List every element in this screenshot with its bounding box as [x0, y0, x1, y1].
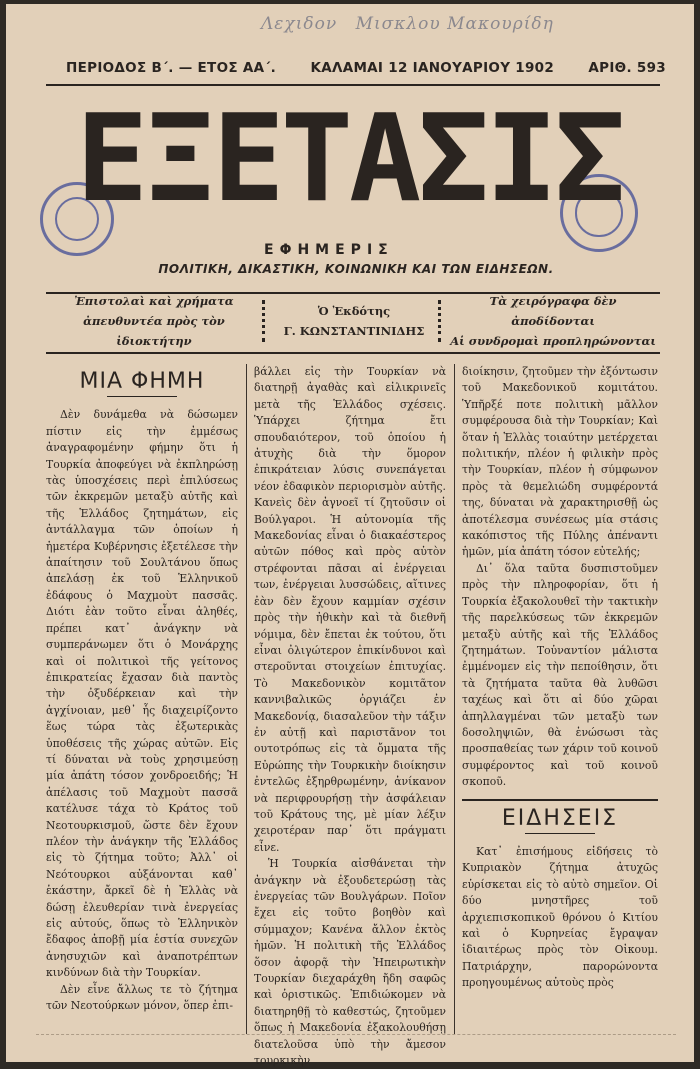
article-paragraph: βάλλει εἰς τὴν Τουρκίαν νὰ διατηρῇ ἀγαθὰς καὶ εἰλικρινεῖς μετὰ τῆς Ἑλλάδος σχέσεις. Ὑπάρχει ζήτημα ἔτι σπουδαιότερον, τοῦ ὁποίου ἡ ἀτυχὴς διὰ τὴν ὅμορον ἐπικράτειαν λύσις συνεπάγεται νέον ἐδαφικὸν περιορισμὸν αὐτῆς. Κανεὶς δὲν ἀγνοεῖ τί ζητοῦσιν οἱ Βούλγαροι. Ἡ αὐτονομία τῆς Μακεδονίας εἶναι ὁ διακαέστερος αὐτῶν πόθος καὶ πρὸς αὐτὸν στρέφονται πᾶσαι αἱ ἐνέργειαι των, ἐνέργειαι λυσσώδεις, αἵτινες ἐὰν δὲν ἔχουν καμμίαν σχέσιν πρὸς τὴν ἠθικὴν καὶ τὰ διεθνῆ νόμιμα, δὲν ἔπεται ἐκ τούτου, ὅτι εἶναι ὀλιγώτερον ἐπικίνδυνοι καὶ στεροῦνται στοιχείων ἐπιτυχίας. Τὸ Μακεδονικὸν κομιτᾶτον καννιβαλικῶς ὀργιάζει ἐν Μακεδονίᾳ, διασαλεῦον τὴν τάξιν ἐν αὐτῇ καὶ παριστᾶνον τοι ουτοτρόπως εἰς τὰ ὄμματα τῆς Εὐρώπης τὴν Τουρκικὴν διοίκησιν ἐντελῶς ἐξηρθρωμένην, ἀνίκανον νὰ περιφρουρήσῃ τὴν ἀσφάλειαν τοῦ Κράτους της, μὲ μίαν λέξιν χειροτέραν παρ᾽ ὅτι πράγματι εἶνε.	[254, 365, 446, 854]
news-ornament	[525, 833, 595, 834]
info-publisher	[270, 298, 438, 344]
article-paragraph: Ἡ Τουρκία αἰσθάνεται τὴν ἀνάγκην νὰ ἐξουδετερώσῃ τὰς ἐνεργείας τῶν Βουλγάρων. Ποῖον ἔχει εἰς τοῦτο βοηθὸν καὶ σύμμαχον; Κανένα ἄλλον ἐκτὸς ἡμῶν. Ἡ πολιτικὴ τῆς Ἑλλάδος ὅσον ἀφορᾷ τὴν Ἠπειρωτικὴν Τουρκίαν διεχαράχθη ἤδη σαφῶς καὶ ὁριστικῶς. Ἐπιδιώκομεν νὰ διατηρηθῇ τὸ καθεστώς, ζητοῦμεν ὅπως ἡ Μακεδονία ἐξακολουθήσῃ διατελοῦσα ὑπὸ τὴν ἄμεσον τουρκικὴν	[254, 857, 446, 1068]
info-correspondence	[46, 294, 262, 348]
subtitle-description: ΠΟΛΙΤΙΚΗ, ΔΙΚΑΣΤΙΚΗ, ΚΟΙΝΩΝΙΚΗ ΚΑΙ ΤΩΝ ΕΙΔΗΣΕΩΝ.	[158, 262, 554, 276]
news-title: ΕΙΔΗΣΕΙΣ	[501, 805, 619, 831]
header-line	[66, 60, 666, 76]
column-2	[254, 364, 446, 1068]
headline-ornament	[107, 396, 177, 397]
column-1	[46, 364, 238, 1044]
header-rule	[46, 84, 660, 86]
publisher-label: Ὁ Ἐκδότης	[317, 304, 391, 318]
info-left-line2: ἀπευθυντέα πρὸς τὸν ἰδιοκτήτην	[83, 314, 225, 348]
handwriting-word-2: Μισκλου Μακουρίδη	[355, 14, 554, 34]
news-paragraph: Κατ᾽ ἐπισήμους εἰδήσεις τὸ Κυπριακὸν ζήτημα ἀτυχῶς εὑρίσκεται εἰς τὸ αὐτὸ σημεῖον. Οἱ δύο μνηστῆρες τοῦ ἀρχιεπισκοπικοῦ θρόνου ὁ Κιτίου καὶ ὁ Κυρηνείας ἔγραψαν ἰδιαιτέρως πρὸς τὸν Οἰκουμ. Πατριάρχην, παρορώνοντα προηγουμένως αὐτοὺς πρὸς	[462, 844, 658, 990]
news-section	[462, 799, 658, 992]
publisher-name: Γ. ΚΩΝΣΤΑΝΤΙΝΙΔΗΣ	[283, 324, 425, 338]
article-paragraph: Δὲν εἶνε ἄλλως τε τὸ ζήτημα τῶν Νεοτούρκων μόνον, ὅπερ ἐπι-	[46, 982, 238, 1013]
column-separator	[454, 364, 455, 1034]
article-columns	[46, 364, 660, 1068]
info-terms	[446, 294, 660, 348]
handwritten-annotation	[261, 14, 566, 34]
masthead-title: ΕΞΕΤΑΣΙΣ	[76, 90, 622, 229]
article-paragraph: διοίκησιν, ζητοῦμεν τὴν ἐξόντωσιν τοῦ Μακεδονικοῦ κομιτάτου. Ὑπῆρξέ ποτε πολιτικὴ μᾶλλον συμφέρουσα διὰ τὴν Τουρκίαν; Καὶ ὅταν ἡ Ἑλλὰς τοιαύτην μετέρχεται πολιτικήν, πλέον ἡ φιλικὴν πρὸς τὴν Τουρκίαν, πλέον ἡ σύμφωνον πρὸς τὰ θεμελιώδη συμφέροντά της, δύναται νὰ χαρακτηρισθῇ ὡς ἀποτέλεσμα συνέσεως μία στάσις κακόπιστος τῆς Πύλης ἀπέναντι ἡμῶν, μία ἀπάτη τόσον εὐτελής;	[462, 365, 658, 559]
info-right-line1: Τὰ χειρόγραφα δὲν ἀποδίδονται	[489, 294, 617, 328]
subtitle-newspaper: ΕΦΗΜΕΡΙΣ	[264, 242, 394, 258]
article-headline: ΜΙΑ ΦΗΜΗ	[79, 369, 205, 394]
info-separator	[438, 300, 446, 342]
info-separator	[262, 300, 270, 342]
bottom-dashed-edge	[36, 1034, 676, 1035]
place-date: ΚΑΛΑΜΑΙ 12 ΙΑΝΟΥΑΡΙΟΥ 1902	[310, 60, 555, 76]
handwriting-word-1: Λεχιδον	[261, 14, 338, 34]
info-row	[46, 294, 660, 348]
article-paragraph: Δὲν δυνάμεθα νὰ δώσωμεν πίστιν εἰς τὴν ἐμμέσως ἀναγραφομένην φήμην ὅτι ἡ Τουρκία ἀποφεύγει νὰ ἐκπληρώσῃ τὰς ὑποσχέσεις περὶ ἐπιλύσεως τῶν ἐκκρεμῶν μεταξὺ αὐτῆς καὶ τῆς Ἑλλάδος ζητημάτων, εἰς ἀντάλλαγμα τῶν ὁποίων ἡ ἡμετέρα Κυβέρνησις ἐξετέλεσε τὴν ἀπαίτησιν τοῦ Σουλτάνου ὅπως ἀπελάσῃ ἐκ τοῦ Ἑλληνικοῦ ἐδάφους ὁ Μαχμοὺτ πασσᾶς. Διότι ἐὰν τοῦτο εἶναι ἀληθές, πρέπει κατ᾽ ἀνάγκην νὰ συμπεράνωμεν ὅτι ὁ Μονάρχης καὶ οἱ πολιτικοὶ τῆς γείτονος ἐπικρατείας ἔχασαν διὰ παντὸς τὴν ὀξυδέρκειαν καὶ τὴν ἀγχίνοιαν, μεθ᾽ ἧς διαχειρίζοντο ἕως τώρα τὰς ἐξωτερικὰς ὑποθέσεις τῆς χώρας αὐτῶν. Εἰς τί δύναται νὰ τοὺς χρησιμεύσῃ μία ἀπάτη τόσον χονδροειδής; Ἡ ἀπέλασις τοῦ Μαχμοὺτ πασσᾶ κατέλυσε τάχα τὸ Κράτος τοῦ Νεοτουρκισμοῦ, ὥστε δὲν ἔχουν πλέον τὴν ἀνάγκην τῆς Ἑλλάδος εἰς τὸ ζήτημα τοῦτο; Ἀλλ᾽ οἱ Νεότουρκοι αὐξάνονται καθ᾽ ἑκάστην, ἄρκεῖ δὲ ἡ Ἑλλὰς νὰ δώσῃ ἐλευθερίαν τινὰ ἐνεργείας εἰς αὐτούς, ὅπως τὸ Ἑλληνικὸν ἔδαφος ἀποβῇ μία ἑστία συνεχῶν ἀνησυχιῶν καὶ ἀναποτρέπτων κινδύνων διὰ τὴν Τουρκίαν.	[46, 408, 238, 980]
issue-number: ΑΡΙΘ. 593	[588, 60, 666, 76]
column-separator	[246, 364, 247, 1034]
column-3	[462, 364, 658, 1044]
info-bottom-rule	[46, 352, 660, 354]
period-label: ΠΕΡΙΟΔΟΣ Β΄. — ΕΤΟΣ ΑΑ΄.	[66, 60, 277, 76]
info-left-line1: Ἐπιστολαὶ καὶ χρήματα	[74, 294, 234, 308]
article-paragraph: Δι᾽ ὅλα ταῦτα δυσπιστοῦμεν πρὸς τὴν πληροφορίαν, ὅτι ἡ Τουρκία ἐξακολουθεῖ τὴν τακτικὴν τῆς παρελκύσεως τῶν ἐκκρεμῶν μεταξὺ αὐτῆς καὶ τῆς Ἑλλάδος ζητημάτων. Τοὐναντίον μάλιστα ἐμμένομεν εἰς τὴν πεποίθησιν, ὅτι τὰ ζητήματα ταῦτα θὰ λυθῶσι ταχέως καὶ ὅτι αἱ δύο χῶραι ἀπηλλαγμέναι τῶν μεταξὺ των δοσοληψιῶν, θὰ ἑνώσωσι τὰς προσπαθείας των χάριν τοῦ κοινοῦ συμφέροντος καὶ τοῦ κοινοῦ σκοποῦ.	[462, 561, 658, 789]
info-right-line2: Αἱ συνδρομαὶ προπληρώνονται	[450, 334, 656, 348]
newspaper-page	[6, 4, 694, 1068]
